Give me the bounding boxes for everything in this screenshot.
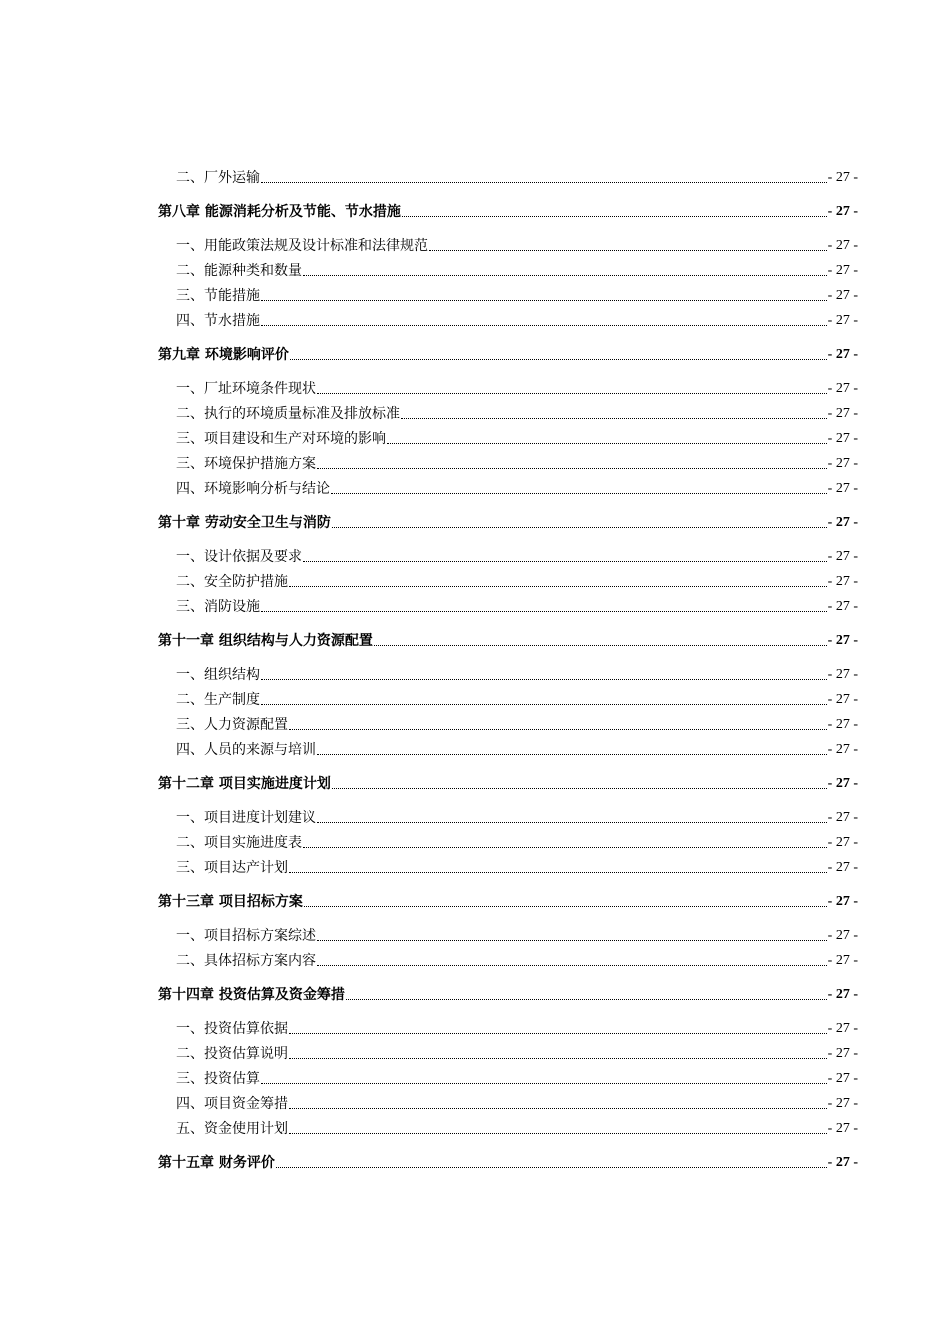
dot-leader bbox=[261, 678, 827, 680]
toc-chapter-entry[interactable] bbox=[158, 342, 858, 364]
toc-chapter-entry[interactable] bbox=[158, 510, 858, 532]
toc-section-entry[interactable] bbox=[176, 476, 858, 498]
toc-section-entry[interactable] bbox=[176, 283, 858, 305]
toc-chapter-entry[interactable] bbox=[158, 771, 858, 793]
toc-section-entry[interactable] bbox=[176, 233, 858, 255]
dot-leader bbox=[289, 1132, 827, 1134]
toc-section-entry[interactable] bbox=[176, 544, 858, 566]
dot-leader bbox=[374, 644, 827, 646]
toc-entry-label: 二、厂外运输 bbox=[176, 170, 260, 186]
toc-section-entry[interactable] bbox=[176, 687, 858, 709]
toc-section-entry[interactable] bbox=[176, 923, 858, 945]
dot-leader bbox=[289, 1107, 827, 1109]
toc-page-number: - 27 - bbox=[827, 574, 858, 589]
toc-page-number: - 27 - bbox=[827, 431, 858, 446]
toc-page-number: - 27 - bbox=[827, 692, 858, 707]
toc-entry-label: 二、具体招标方案内容 bbox=[176, 953, 316, 969]
toc-page-number: - 27 - bbox=[827, 313, 858, 328]
toc-page-number: - 27 - bbox=[827, 515, 858, 530]
toc-page-number: - 27 - bbox=[827, 894, 858, 909]
toc-entry-label: 一、项目招标方案综述 bbox=[176, 928, 316, 944]
dot-leader bbox=[317, 392, 827, 394]
toc-page-number: - 27 - bbox=[827, 1121, 858, 1136]
toc-page-number: - 27 - bbox=[827, 633, 858, 648]
toc-entry-label: 二、项目实施进度表 bbox=[176, 835, 302, 851]
dot-leader bbox=[331, 492, 827, 494]
toc-page-number: - 27 - bbox=[827, 1021, 858, 1036]
toc-page-number: - 27 - bbox=[827, 456, 858, 471]
dot-leader bbox=[261, 324, 827, 326]
dot-leader bbox=[261, 299, 827, 301]
toc-page-number: - 27 - bbox=[827, 860, 858, 875]
toc-page-number: - 27 - bbox=[827, 1155, 858, 1170]
toc-section-entry[interactable] bbox=[176, 1066, 858, 1088]
toc-entry-label: 第十二章 项目实施进度计划 bbox=[158, 776, 331, 792]
dot-leader bbox=[346, 998, 827, 1000]
dot-leader bbox=[387, 442, 827, 444]
toc-section-entry[interactable] bbox=[176, 830, 858, 852]
toc-entry-label: 二、能源种类和数量 bbox=[176, 263, 302, 279]
dot-leader bbox=[261, 703, 827, 705]
toc-section-entry[interactable] bbox=[176, 401, 858, 423]
toc-entry-label: 一、设计依据及要求 bbox=[176, 549, 302, 565]
toc-page-number: - 27 - bbox=[827, 742, 858, 757]
toc-page-number: - 27 - bbox=[827, 288, 858, 303]
toc-entry-label: 二、生产制度 bbox=[176, 692, 260, 708]
toc-entry-label: 第十三章 项目招标方案 bbox=[158, 894, 303, 910]
dot-leader bbox=[290, 358, 827, 360]
toc-entry-label: 四、环境影响分析与结论 bbox=[176, 481, 330, 497]
dot-leader bbox=[261, 181, 827, 183]
toc-section-entry[interactable] bbox=[176, 376, 858, 398]
toc-section-entry[interactable] bbox=[176, 451, 858, 473]
dot-leader bbox=[317, 821, 827, 823]
toc-section-entry[interactable] bbox=[176, 1041, 858, 1063]
toc-section-entry[interactable] bbox=[176, 426, 858, 448]
toc-section-entry[interactable] bbox=[176, 308, 858, 330]
toc-entry-label: 三、投资估算 bbox=[176, 1071, 260, 1087]
dot-leader bbox=[276, 1166, 827, 1168]
toc-section-entry[interactable] bbox=[176, 855, 858, 877]
toc-page-number: - 27 - bbox=[827, 263, 858, 278]
dot-leader bbox=[317, 964, 827, 966]
toc-section-entry[interactable] bbox=[176, 737, 858, 759]
toc-entry-label: 三、节能措施 bbox=[176, 288, 260, 304]
toc-entry-label: 二、投资估算说明 bbox=[176, 1046, 288, 1062]
toc-page-number: - 27 - bbox=[827, 776, 858, 791]
toc-section-entry[interactable] bbox=[176, 1116, 858, 1138]
toc-section-entry[interactable] bbox=[176, 805, 858, 827]
dot-leader bbox=[332, 526, 827, 528]
toc-section-entry[interactable] bbox=[176, 165, 858, 187]
dot-leader bbox=[402, 215, 827, 217]
dot-leader bbox=[289, 1032, 827, 1034]
toc-page-number: - 27 - bbox=[827, 599, 858, 614]
toc-page-number: - 27 - bbox=[827, 1071, 858, 1086]
dot-leader bbox=[261, 610, 827, 612]
toc-entry-label: 三、项目建设和生产对环境的影响 bbox=[176, 431, 386, 447]
toc-entry-label: 第九章 环境影响评价 bbox=[158, 347, 289, 363]
toc-entry-label: 五、资金使用计划 bbox=[176, 1121, 288, 1137]
dot-leader bbox=[289, 585, 827, 587]
toc-page-number: - 27 - bbox=[827, 481, 858, 496]
toc-entry-label: 第十四章 投资估算及资金筹措 bbox=[158, 987, 345, 1003]
toc-entry-label: 三、消防设施 bbox=[176, 599, 260, 615]
toc-page-number: - 27 - bbox=[827, 835, 858, 850]
dot-leader bbox=[303, 274, 827, 276]
toc-entry-label: 第八章 能源消耗分析及节能、节水措施 bbox=[158, 204, 401, 220]
toc-chapter-entry[interactable] bbox=[158, 628, 858, 650]
toc-entry-label: 二、执行的环境质量标准及排放标准 bbox=[176, 406, 400, 422]
toc-section-entry[interactable] bbox=[176, 1091, 858, 1113]
toc-page-number: - 27 - bbox=[827, 1046, 858, 1061]
toc-chapter-entry[interactable] bbox=[158, 199, 858, 221]
toc-page-number: - 27 - bbox=[827, 987, 858, 1002]
toc-entry-label: 一、组织结构 bbox=[176, 667, 260, 683]
toc-section-entry[interactable] bbox=[176, 662, 858, 684]
dot-leader bbox=[304, 905, 827, 907]
toc-entry-label: 四、人员的来源与培训 bbox=[176, 742, 316, 758]
toc-entry-label: 三、项目达产计划 bbox=[176, 860, 288, 876]
toc-page-number: - 27 - bbox=[827, 928, 858, 943]
toc-entry-label: 三、人力资源配置 bbox=[176, 717, 288, 733]
toc-entry-label: 二、安全防护措施 bbox=[176, 574, 288, 590]
toc-entry-label: 一、投资估算依据 bbox=[176, 1021, 288, 1037]
toc-chapter-entry[interactable] bbox=[158, 889, 858, 911]
toc-entry-label: 四、节水措施 bbox=[176, 313, 260, 329]
dot-leader bbox=[303, 846, 827, 848]
dot-leader bbox=[261, 1082, 827, 1084]
toc-page-number: - 27 - bbox=[827, 170, 858, 185]
toc-page-number: - 27 - bbox=[827, 810, 858, 825]
dot-leader bbox=[429, 249, 827, 251]
toc-page-number: - 27 - bbox=[827, 953, 858, 968]
toc-entry-label: 第十一章 组织结构与人力资源配置 bbox=[158, 633, 373, 649]
toc-section-entry[interactable] bbox=[176, 258, 858, 280]
toc-section-entry[interactable] bbox=[176, 569, 858, 591]
toc-section-entry[interactable] bbox=[176, 948, 858, 970]
toc-chapter-entry[interactable] bbox=[158, 1150, 858, 1172]
toc-page-number: - 27 - bbox=[827, 204, 858, 219]
dot-leader bbox=[289, 871, 827, 873]
toc-entry-label: 一、项目进度计划建议 bbox=[176, 810, 316, 826]
toc-page-number: - 27 - bbox=[827, 1096, 858, 1111]
dot-leader bbox=[317, 467, 827, 469]
toc-section-entry[interactable] bbox=[176, 594, 858, 616]
dot-leader bbox=[289, 1057, 827, 1059]
toc-page-number: - 27 - bbox=[827, 406, 858, 421]
toc-entry-label: 一、用能政策法规及设计标准和法律规范 bbox=[176, 238, 428, 254]
toc-page-number: - 27 - bbox=[827, 381, 858, 396]
toc-page-number: - 27 - bbox=[827, 549, 858, 564]
dot-leader bbox=[401, 417, 827, 419]
toc-entry-label: 四、项目资金筹措 bbox=[176, 1096, 288, 1112]
dot-leader bbox=[317, 939, 827, 941]
toc-page-number: - 27 - bbox=[827, 347, 858, 362]
toc-entry-label: 三、环境保护措施方案 bbox=[176, 456, 316, 472]
toc-entry-label: 第十五章 财务评价 bbox=[158, 1155, 275, 1171]
toc-entry-label: 第十章 劳动安全卫生与消防 bbox=[158, 515, 331, 531]
toc-section-entry[interactable] bbox=[176, 1016, 858, 1038]
toc-page-number: - 27 - bbox=[827, 667, 858, 682]
toc-chapter-entry[interactable] bbox=[158, 982, 858, 1004]
dot-leader bbox=[289, 728, 827, 730]
dot-leader bbox=[317, 753, 827, 755]
dot-leader bbox=[332, 787, 827, 789]
toc-page-number: - 27 - bbox=[827, 717, 858, 732]
toc-page-number: - 27 - bbox=[827, 238, 858, 253]
dot-leader bbox=[303, 560, 827, 562]
toc-section-entry[interactable] bbox=[176, 712, 858, 734]
toc-entry-label: 一、厂址环境条件现状 bbox=[176, 381, 316, 397]
